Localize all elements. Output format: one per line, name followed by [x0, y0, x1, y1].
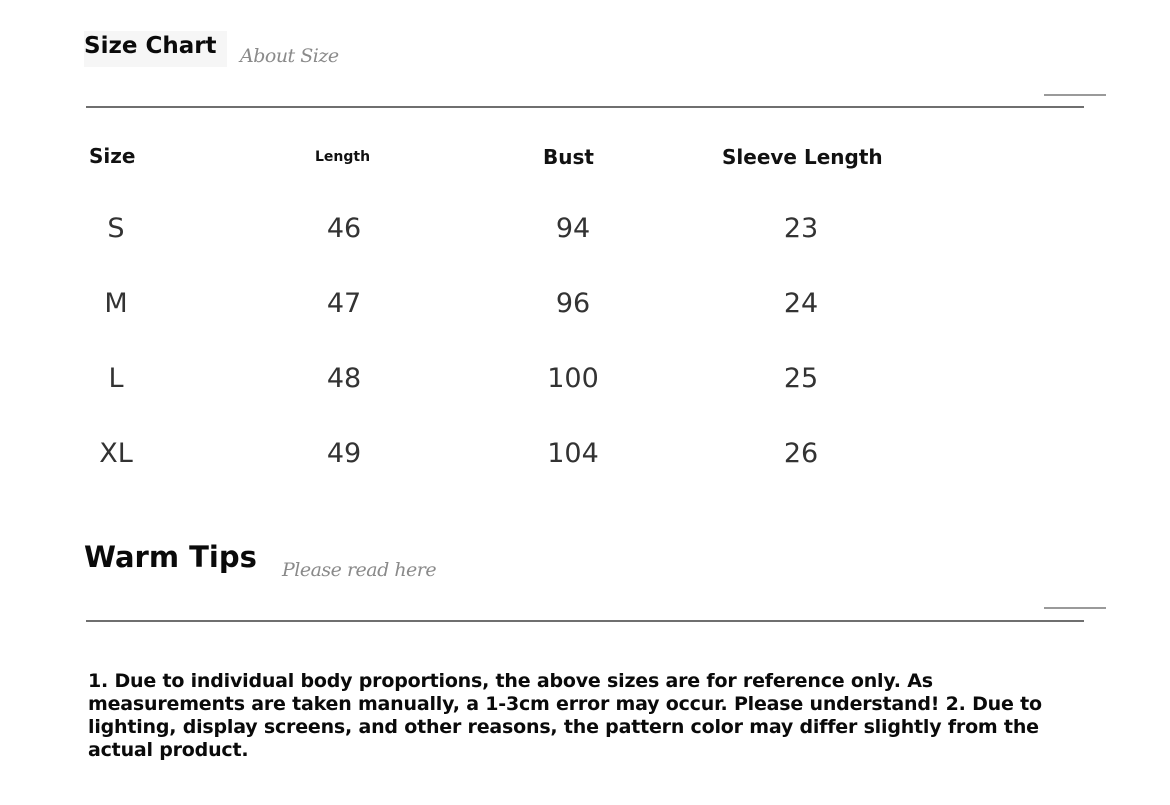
cell-bust: 104 — [547, 438, 599, 469]
header-bust: Bust — [543, 145, 594, 169]
size-chart-title: Size Chart — [84, 31, 227, 67]
cell-sleeve-length: 23 — [783, 213, 819, 244]
divider — [86, 106, 1084, 108]
divider-short — [1044, 94, 1106, 96]
header-size: Size — [89, 144, 136, 168]
table-row — [0, 363, 1170, 403]
cell-size: L — [108, 363, 124, 394]
cell-bust: 96 — [555, 288, 591, 319]
size-chart-subtitle: About Size — [240, 45, 339, 67]
table-row — [0, 438, 1170, 478]
table-row — [0, 288, 1170, 328]
warm-tips-subtitle: Please read here — [282, 559, 437, 581]
cell-sleeve-length: 24 — [783, 288, 819, 319]
warm-tips-text: 1. Due to individual body proportions, the above sizes are for reference only. As measurements are taken manually, a 1-3cm error may occur. Please understand! 2. Due to lighting, display screens, and other reasons, the pattern color may differ slightly from the actual product. — [88, 670, 1042, 761]
cell-length: 48 — [326, 363, 362, 394]
cell-sleeve-length: 26 — [783, 438, 819, 469]
table-row — [0, 213, 1170, 253]
cell-bust: 100 — [547, 363, 599, 394]
cell-size: M — [104, 288, 128, 319]
cell-size: XL — [99, 438, 133, 469]
divider-short — [1044, 607, 1106, 609]
header-sleeve-length: Sleeve Length — [722, 145, 883, 169]
cell-length: 49 — [326, 438, 362, 469]
cell-bust: 94 — [555, 213, 591, 244]
warm-tips-title: Warm Tips — [84, 540, 257, 574]
cell-size: S — [107, 213, 125, 244]
cell-sleeve-length: 25 — [783, 363, 819, 394]
header-length: Length — [315, 149, 371, 165]
cell-length: 46 — [326, 213, 362, 244]
divider — [86, 620, 1084, 622]
cell-length: 47 — [326, 288, 362, 319]
